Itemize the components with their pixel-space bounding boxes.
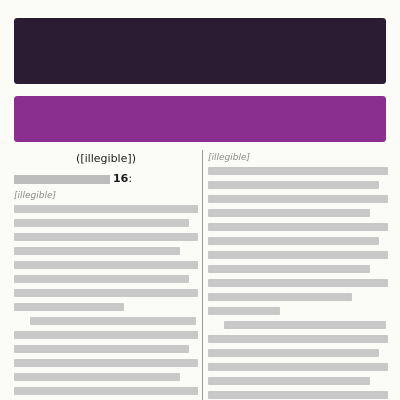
text-line [208, 167, 388, 175]
text-line [14, 219, 189, 227]
text-line [14, 331, 198, 339]
text-line [208, 391, 388, 399]
main-headline [24, 18, 376, 84]
text-line [14, 261, 198, 269]
byline-open: ( [76, 152, 81, 165]
text-line [14, 275, 189, 283]
article-text-right: [illegible] [208, 153, 251, 163]
text-line [208, 195, 388, 203]
dateline [14, 170, 198, 188]
text-line [208, 279, 388, 287]
text-line [14, 373, 180, 381]
text-line [208, 223, 388, 231]
text-line [208, 335, 388, 343]
text-line [14, 289, 198, 297]
dateline-place [14, 175, 110, 184]
sub-headline-banner [14, 96, 386, 142]
text-line [208, 181, 379, 189]
text-line [208, 349, 379, 357]
text-line [208, 363, 388, 371]
text-line [14, 345, 189, 353]
byline-close: ) [131, 152, 136, 165]
main-headline-banner [14, 18, 386, 84]
text-line [208, 209, 370, 217]
text-line [14, 247, 180, 255]
text-line [30, 317, 196, 325]
column-divider [202, 150, 203, 400]
text-line [208, 265, 370, 273]
byline-source: [illegible] [80, 152, 132, 165]
text-line [14, 303, 124, 311]
text-line [14, 205, 198, 213]
text-line [14, 233, 198, 241]
text-line [208, 293, 352, 301]
dateline-date: 16 [113, 172, 129, 185]
text-line [208, 307, 280, 315]
article-column-left [14, 150, 198, 400]
text-line [224, 321, 386, 329]
text-line [14, 387, 198, 395]
text-line [208, 377, 370, 385]
article-text-left: [illegible] [14, 191, 57, 201]
text-line [208, 251, 388, 259]
sub-headline [24, 96, 376, 142]
text-line [14, 359, 198, 367]
dateline-separator: : [128, 172, 133, 185]
byline [14, 150, 198, 168]
article-column-right [208, 150, 388, 400]
text-line [208, 237, 379, 245]
